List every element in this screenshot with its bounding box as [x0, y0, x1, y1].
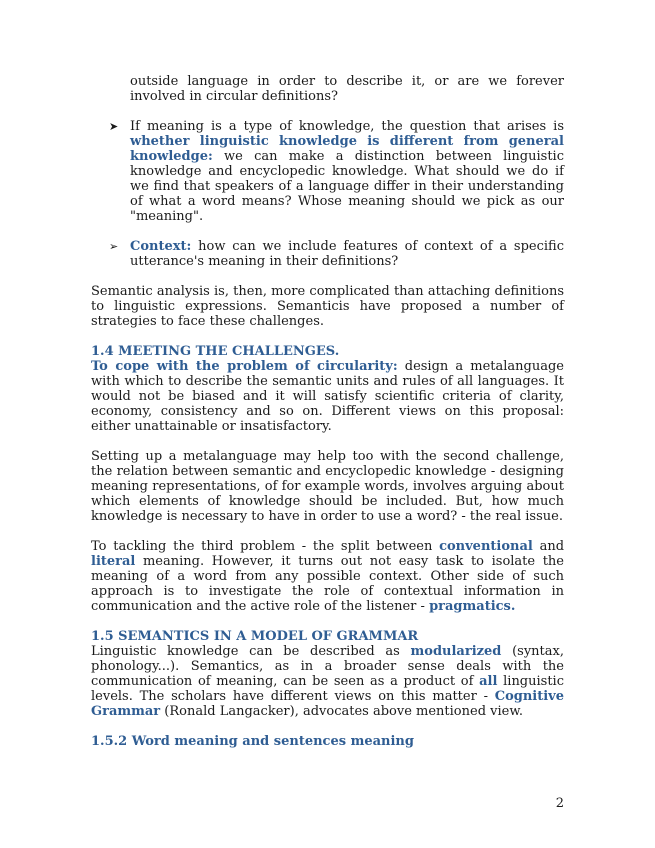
paragraph-circularity: To cope with the problem of circularity: design a metalanguage with which to describe the semantic units and rules of all languages. It would not be biased and it will satisfy scientific criteria of clarity, economy, consistency and so on. Different views on this proposal: either unattainable or insatisfactory.	[91, 359, 564, 434]
heading-1-4: 1.4 MEETING THE CHALLENGES.	[91, 344, 340, 359]
paragraph-semantic-analysis: Semantic analysis is, then, more complicated than attaching definitions to linguistic expressions. Semanticis have proposed a number of strategies to face these challenges.	[91, 284, 564, 329]
highlight-pragmatics: pragmatics.	[429, 599, 516, 614]
bullet-context: ➢ Context: how can we include features of context of a specific utterance's meaning in their definitions?	[109, 239, 564, 269]
paragraph-metalanguage: Setting up a metalanguage may help too with the second challenge, the relation between semantic and encyclopedic knowledge - designing meaning representations, of for example words, involves arguing about which elements of knowledge should be included. But, how much knowledge is necessary to have in order to use a word? - the real issue.	[91, 449, 564, 524]
highlight-circularity: To cope with the problem of circularity:	[91, 359, 398, 374]
highlight-literal: literal	[91, 554, 136, 569]
bullet-knowledge: ➤ If meaning is a type of knowledge, the question that arises is whether linguistic knowledge is different from general knowledge: we can make a distinction between linguistic knowledge and encyclopedic knowledge. What should we do if we find that speakers of a language differ in their understanding of what a word means? Whose meaning should we pick as our "meaning".	[109, 119, 564, 224]
highlight-context: Context:	[130, 239, 192, 254]
highlight-linguistic-knowledge: whether linguistic knowledge is different from general knowledge:	[130, 134, 564, 164]
paragraph-model-of-grammar: Linguistic knowledge can be described as modularized (syntax, phonology...). Semantics, as in a broader sense deals with the communication of meaning, can be seen as a product of all linguistic levels. The scholars have different views on this matter - Cognitive Grammar (Ronald Langacker), advocates above mentioned view.	[91, 644, 564, 719]
highlight-cognitive-grammar: Cognitive Grammar	[91, 689, 564, 719]
document-body	[91, 74, 564, 749]
highlight-modularized: modularized	[410, 644, 502, 659]
highlight-conventional: conventional	[439, 539, 533, 554]
heading-1-5-2: 1.5.2 Word meaning and sentences meaning	[91, 734, 414, 749]
arrow-bullet-icon: ➤	[109, 120, 119, 133]
page-number: 2	[555, 796, 564, 811]
paragraph-continuation: outside language in order to describe it, or are we forever involved in circular definitions?	[130, 74, 564, 104]
heading-1-5: 1.5 SEMANTICS IN A MODEL OF GRAMMAR	[91, 629, 419, 644]
arrow-bullet-icon: ➢	[109, 240, 119, 253]
highlight-all: all	[479, 674, 498, 689]
paragraph-third-problem: To tackling the third problem - the split between conventional and literal meaning. However, it turns out not easy task to isolate the meaning of a word from any possible context. Other side of such approach is to investigate the role of contextual information in communication and the active role of the listener - pragmatics.	[91, 539, 565, 614]
